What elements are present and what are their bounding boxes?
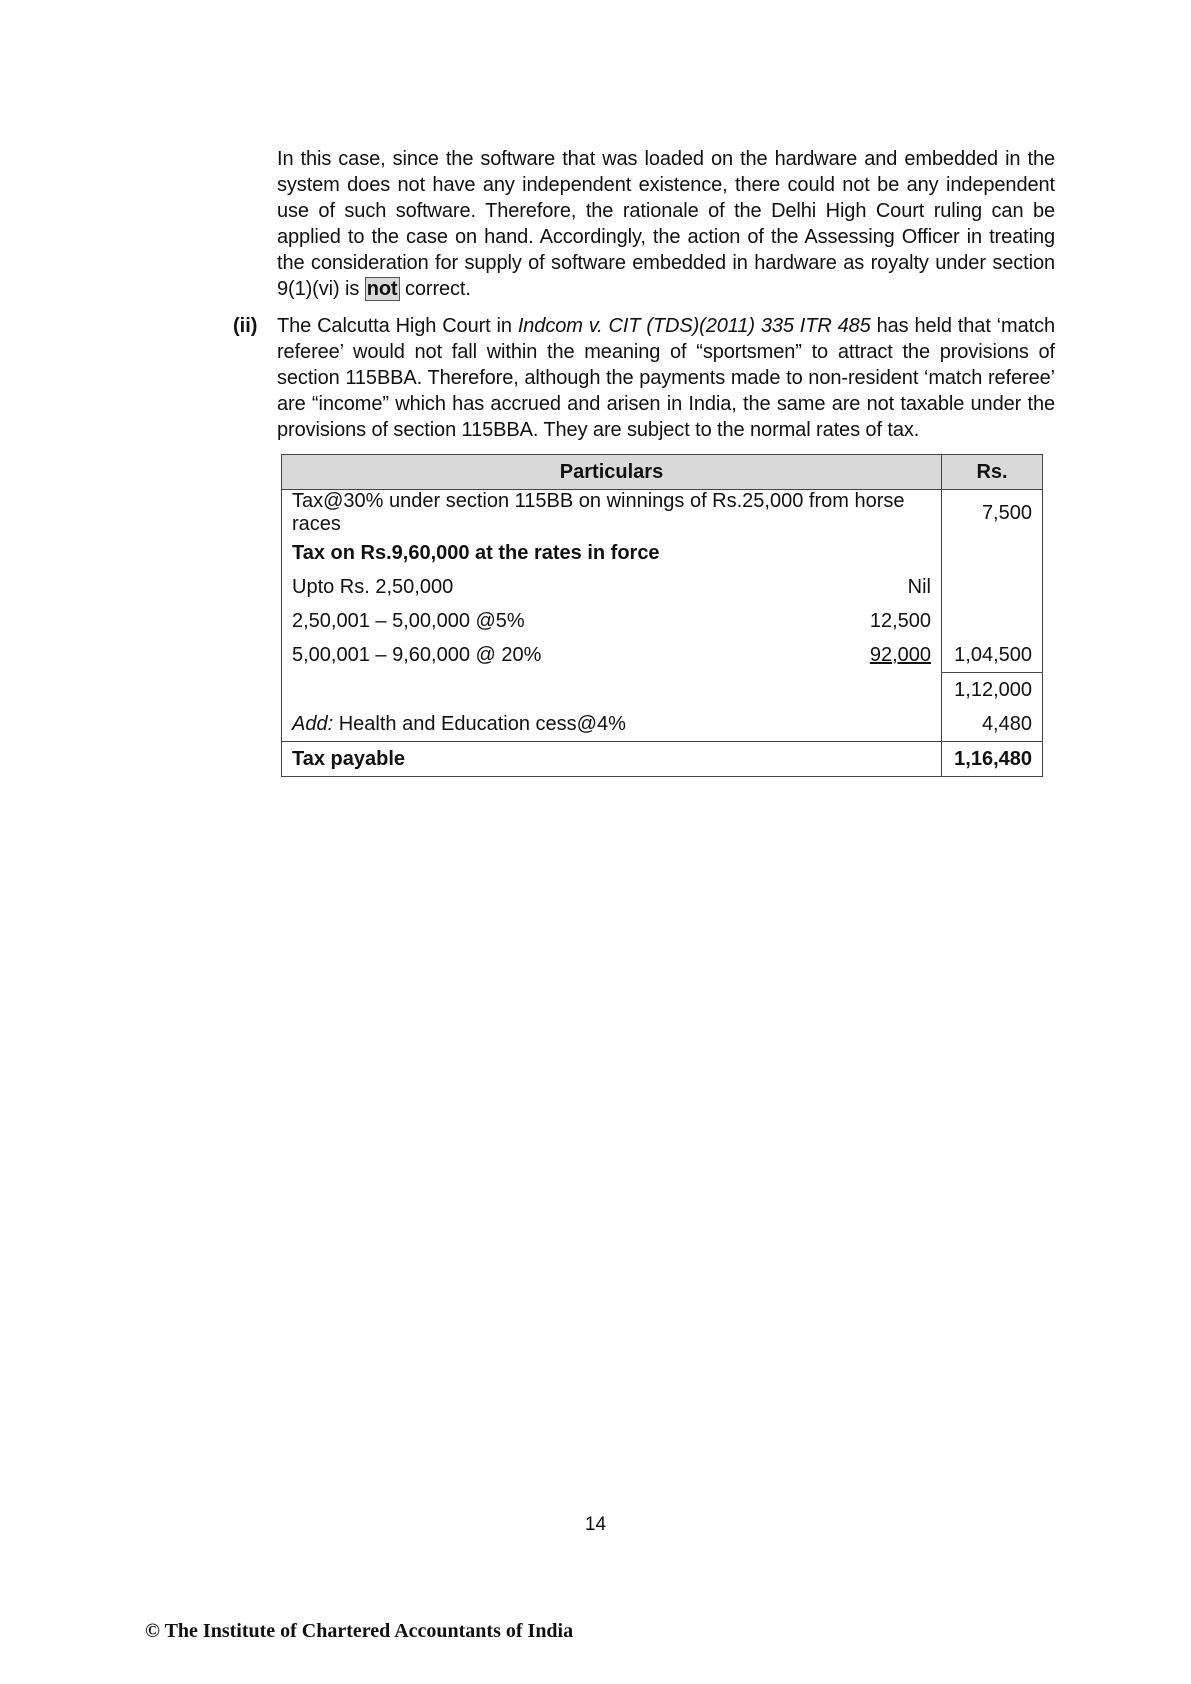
paragraph-text-b: has held that ‘match referee’ would not fall within the meaning of “sportsmen” to attract the provisions of section 115BBA. Therefore, although the payments made to non-resident ‘match referee’ are “income” which has accrued and arisen in India, the same are not taxable under the provisions of section 115BBA. They are subject to the normal rates of tax. — [277, 315, 1055, 441]
row-amount: 1,12,000 — [942, 673, 1043, 708]
table-row — [282, 673, 1043, 708]
row-label: 2,50,001 – 5,00,000 @5% — [292, 609, 525, 632]
paragraph-tail: correct. — [399, 278, 471, 300]
row-inner-amount: 12,500 — [869, 609, 931, 632]
row-label: Health and Education cess@4% — [333, 712, 626, 735]
row-amount-empty — [942, 604, 1043, 638]
row-label-cell — [282, 604, 942, 638]
row-amount: 1,04,500 — [942, 638, 1043, 673]
row-amount: 7,500 — [942, 490, 1043, 537]
emphasis-not: not — [366, 278, 398, 300]
row-label-cell — [282, 707, 942, 742]
table-row — [282, 536, 1043, 570]
row-label: Tax on Rs.9,60,000 at the rates in force — [282, 536, 942, 570]
header-particulars: Particulars — [282, 455, 942, 490]
item-label-ii: (ii) — [233, 315, 258, 337]
row-label-empty — [282, 673, 942, 708]
row-amount-empty — [942, 570, 1043, 604]
table-row — [282, 638, 1043, 673]
case-citation: Indcom v. CIT (TDS)(2011) 335 ITR 485 — [517, 315, 871, 337]
row-label: Upto Rs. 2,50,000 — [292, 575, 454, 598]
page-number: 14 — [584, 1514, 607, 1535]
row-amount: 1,16,480 — [942, 742, 1043, 777]
row-amount: 4,480 — [942, 707, 1043, 742]
footer-copyright: © The Institute of Chartered Accountants of India — [145, 1620, 574, 1642]
row-label-italic: Add: — [292, 712, 334, 735]
table-header-row — [282, 455, 1043, 490]
table-row — [282, 570, 1043, 604]
table-row — [282, 707, 1043, 742]
row-inner-amount: Nil — [907, 575, 931, 598]
row-amount-empty — [942, 536, 1043, 570]
row-label: Tax@30% under section 115BB on winnings of Rs.25,000 from horse races — [282, 490, 942, 537]
paragraph-text-a: The Calcutta High Court in — [277, 315, 518, 337]
row-label-cell — [282, 570, 942, 604]
table-row-total — [282, 742, 1043, 777]
header-amount: Rs. — [942, 455, 1043, 490]
paragraph-text: In this case, since the software that was loaded on the hardware and embedded in the system does not have any independent existence, there could not be any independent use of such software. Therefore, the rationale of the Delhi High Court ruling can be applied to the case on hand. Accordingly, the action of the Assessing Officer in treating the consideration for supply of software embedded in hardware as royalty under section 9(1)(vi) is — [277, 148, 1055, 300]
row-label: 5,00,001 – 9,60,000 @ 20% — [292, 643, 542, 666]
tax-computation-table — [281, 454, 1043, 777]
row-label-cell — [282, 638, 942, 673]
row-inner-amount: 92,000 — [869, 643, 931, 666]
row-label: Tax payable — [282, 742, 942, 777]
paragraph-match-referee — [277, 313, 1055, 443]
table-row — [282, 490, 1043, 537]
table-row — [282, 604, 1043, 638]
paragraph-software-royalty — [277, 146, 1055, 302]
